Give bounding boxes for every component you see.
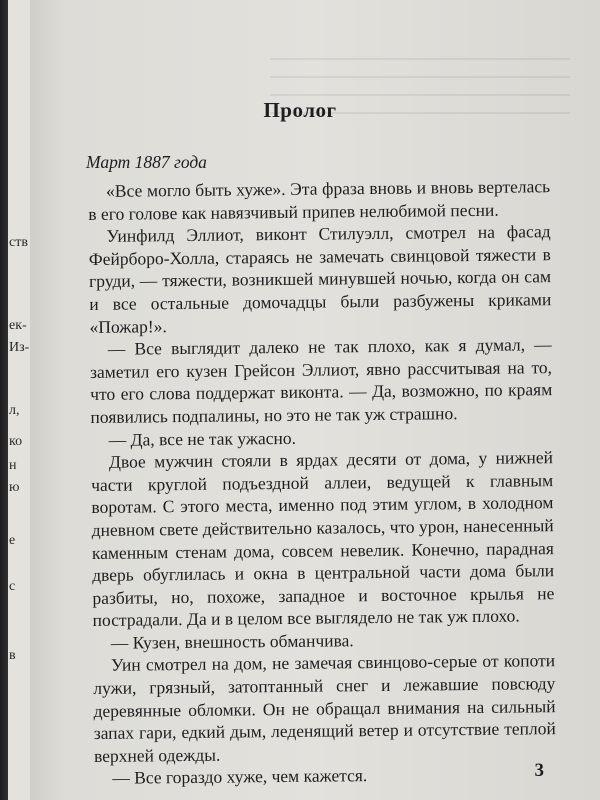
left-page-fragment: ко [9,434,23,449]
left-page-fragment: л, [9,403,20,418]
paragraph: Двое мужчин стояли в ярдах десяти от дома, у нижней части круглой подъездной аллеи, ведущей к главным воротам. С этого места, именно под этим углом, в холодном дневном свете действительно казалось, что урон, нанесенный каменным стенам дома, совсем невелик. Конечно, парадная дверь обуглилась и окна в центральной части дома были разбиты, но, похоже, западное и восточное крылья не пострадали. Да и в целом все выглядело не так уж плохо. [91,447,555,631]
paragraph: — Кузен, внешность обманчива. [110,630,354,653]
left-page-fragment: Из- [9,340,30,355]
left-page-fragment: е [9,533,16,548]
chapter-title: Пролог [263,98,337,122]
left-page-fragment: ств [9,235,28,250]
paragraph: — Все гораздо хуже, чем кажется. [112,765,368,789]
paragraph: «Все могло быть хуже». Эта фраза вновь и вновь вертелась в его голове как навязчивый припев нелюбимой песни. [88,176,551,224]
body-text [88,175,556,790]
left-page-fragment: ю [9,480,20,495]
paragraph: — Да, все не так ужасно. [108,427,297,450]
paragraph: Уинфилд Эллиот, виконт Стилуэлл, смотрел на фасад Фейрборо-Холла, стараясь не замечать свинцовой тяжести в груди, — тяжести, возникшей минувшей ночью, когда он сам и все остальные домочадцы были разбужены криками «Пожар!». [88,221,552,337]
page-number: 3 [534,760,544,781]
left-page-fragment: в [9,648,16,663]
chapter-date: Март 1887 года [86,152,207,172]
paragraph: — Все выглядит далеко не так плохо, как я думал, — заметил его кузен Грейсон Эллиот, явно рассчитывая на то, что его слова поддержат виконта. — Да, возможно, по краям появились подпалины, но это не так уж страшно. [89,334,553,427]
left-page-fragment: н [9,458,17,473]
paragraph: Уин смотрел на дом, не замечая свинцово-серые от копоти лужи, грязный, затоптанный снег и лежавшие повсюду деревянные обломки. Он не обращал внимания на сильный запах гари, едкий дым, леденящий ветер и отсутствие теплой верхней одежды. [93,650,556,766]
left-page-fragment: с [9,579,16,594]
left-page-fragment: ек- [9,318,27,333]
